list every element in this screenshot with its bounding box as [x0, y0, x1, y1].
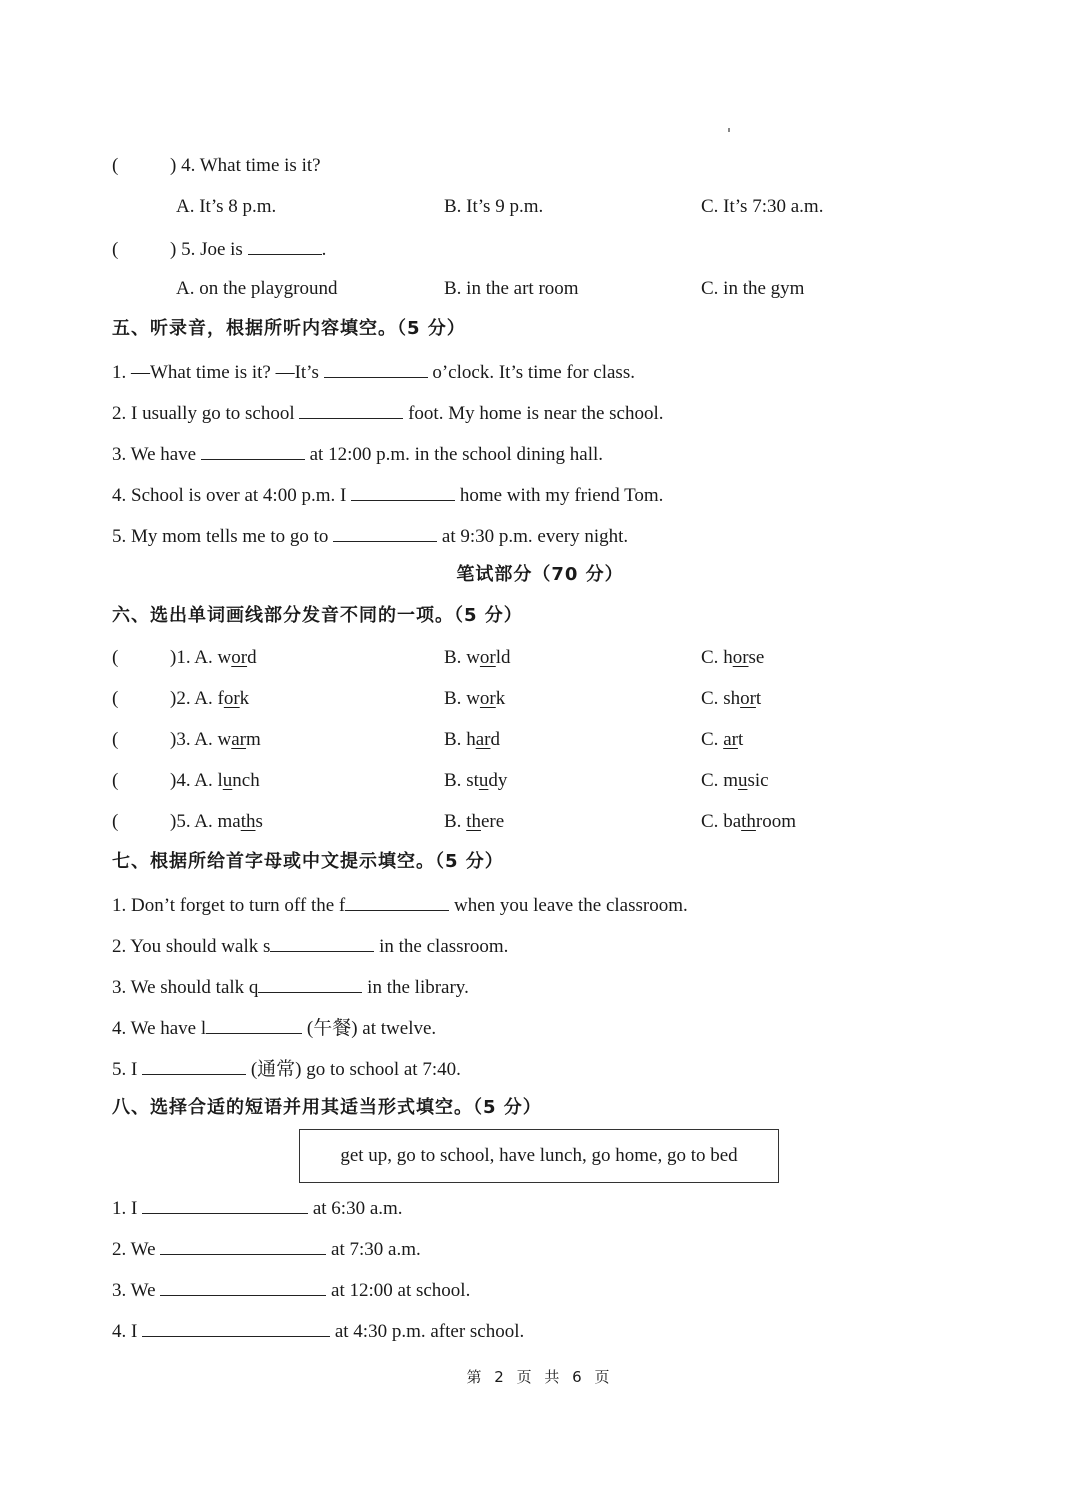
item-text: 1. —What time is it? —It’s [112, 362, 324, 383]
question-5 [112, 236, 326, 262]
answer-paren[interactable]: ( [112, 729, 119, 750]
underlined-part: or [732, 647, 749, 668]
question-text-end: . [321, 239, 327, 260]
option-label: C. [701, 770, 724, 791]
option-label: C. [701, 811, 724, 832]
blank[interactable] [324, 359, 428, 378]
answer-paren[interactable]: ( [112, 688, 119, 709]
option-label: B. [444, 688, 467, 709]
blank[interactable] [142, 1056, 246, 1075]
fill-item [112, 482, 663, 508]
item-number: )3. A. [170, 729, 218, 750]
option-label: C. [701, 729, 724, 750]
word-part: s [255, 811, 263, 832]
item-text: home with my friend Tom. [455, 485, 664, 506]
item-text: 3. We have [112, 444, 201, 465]
item-text: in the classroom. [374, 936, 509, 957]
blank[interactable] [333, 523, 437, 542]
question-text: ) 4. What time is it? [170, 155, 321, 176]
item-text: 3. We [112, 1280, 161, 1301]
item-number: )2. A. [170, 688, 218, 709]
fill-item [112, 523, 628, 549]
item-text: 5. I [112, 1059, 143, 1080]
answer-paren[interactable]: ( [112, 811, 119, 832]
written-part-title: 笔试部分（70 分） [456, 564, 624, 585]
blank[interactable] [142, 1195, 308, 1214]
item-text: 4. We have l [112, 1018, 207, 1039]
word-part: st [466, 770, 479, 791]
question-4 [112, 154, 321, 178]
word-part: m [246, 729, 261, 750]
option-b: B. in the art room [444, 278, 579, 299]
fill-item [112, 441, 603, 467]
underlined-part: or [231, 647, 248, 668]
item-text: 4. I [112, 1321, 143, 1342]
word-part: l [217, 770, 223, 791]
word-part: w [217, 647, 232, 668]
underlined-part: u [222, 770, 233, 791]
word-part: k [239, 688, 250, 709]
word-part: t [737, 729, 744, 750]
section-8-heading: 八、选择合适的短语并用其适当形式填空。（5 分） [112, 1097, 542, 1118]
fill-item [112, 1277, 470, 1303]
word-part: nch [232, 770, 260, 791]
option-a: A. It’s 8 p.m. [176, 196, 277, 217]
section-7-heading: 七、根据所给首字母或中文提示填空。（5 分） [112, 851, 504, 872]
item-text: at 9:30 p.m. every night. [437, 526, 629, 547]
item-text: 1. I [112, 1198, 143, 1219]
word-part: k [495, 688, 506, 709]
blank[interactable] [142, 1318, 330, 1337]
item-text: foot. My home is near the school. [403, 403, 664, 424]
option-b [444, 646, 511, 670]
word-part: w [217, 729, 232, 750]
word-part: dy [488, 770, 508, 791]
item-number: )1. A. [170, 647, 218, 668]
item-text: 2. We [112, 1239, 161, 1260]
blank[interactable] [351, 482, 455, 501]
underlined-part: or [479, 688, 496, 709]
item-text: at 7:30 a.m. [326, 1239, 421, 1260]
blank[interactable] [160, 1277, 326, 1296]
option-c [701, 687, 761, 711]
underlined-part: th [741, 811, 756, 832]
word-part: ld [495, 647, 511, 668]
item-text: at 6:30 a.m. [308, 1198, 403, 1219]
answer-paren[interactable]: ( [112, 155, 119, 176]
blank[interactable] [345, 892, 449, 911]
option-c [701, 646, 764, 670]
answer-paren[interactable]: ( [112, 770, 119, 791]
underlined-part: u [737, 770, 748, 791]
underlined-part: th [466, 811, 481, 832]
phonics-item [112, 769, 260, 793]
word-part: d [247, 647, 257, 668]
fill-item [112, 1318, 524, 1344]
fill-item [112, 1056, 461, 1082]
word-part: sh [723, 688, 741, 709]
answer-paren[interactable]: ( [112, 239, 119, 260]
word-part: se [748, 647, 765, 668]
phrase-box: get up, go to school, have lunch, go home, go to bed [299, 1129, 779, 1183]
fill-item [112, 974, 469, 1000]
option-label: B. [444, 647, 467, 668]
item-text: 5. My mom tells me to go to [112, 526, 334, 547]
option-b [444, 810, 504, 834]
word-part: w [466, 647, 480, 668]
option-c [701, 769, 769, 793]
item-text: at 4:30 p.m. after school. [330, 1321, 525, 1342]
option-b [444, 687, 505, 711]
option-b [444, 728, 500, 752]
option-label: B. [444, 811, 467, 832]
option-c: C. in the gym [701, 278, 805, 299]
blank[interactable] [201, 441, 305, 460]
option-a: A. on the playground [176, 278, 338, 299]
word-part: sic [747, 770, 769, 791]
word-part: t [755, 688, 762, 709]
option-b: B. It’s 9 p.m. [444, 196, 544, 217]
option-label: C. [701, 688, 724, 709]
option-label: B. [444, 770, 467, 791]
word-part: room [755, 811, 797, 832]
option-c [701, 810, 796, 834]
item-text: (通常) go to school at 7:40. [246, 1059, 461, 1080]
underlined-part: ar [723, 729, 738, 750]
section-5-heading: 五、听录音，根据所听内容填空。（5 分） [112, 318, 466, 339]
item-text: o’clock. It’s time for class. [427, 362, 635, 383]
blank[interactable] [299, 400, 403, 419]
option-label: C. [701, 647, 724, 668]
question-text: ) 5. Joe is [170, 239, 248, 260]
option-b [444, 769, 507, 793]
word-part: m [723, 770, 738, 791]
page-number: 第 2 页 共 6 页 [466, 1368, 614, 1386]
underlined-part: ar [475, 729, 491, 750]
word-part: ba [723, 811, 742, 832]
section-6-heading: 六、选出单词画线部分发音不同的一项。（5 分） [112, 605, 523, 626]
item-number: )4. A. [170, 770, 218, 791]
word-part: f [217, 688, 224, 709]
word-part: w [466, 688, 480, 709]
option-c: C. It’s 7:30 a.m. [701, 196, 824, 217]
underlined-part: or [223, 688, 240, 709]
option-label: B. [444, 729, 467, 750]
word-part: d [490, 729, 500, 750]
fill-item [112, 400, 664, 426]
word-part: h [466, 729, 476, 750]
option-c [701, 728, 743, 752]
blank[interactable] [248, 236, 322, 255]
item-text: 4. School is over at 4:00 p.m. I [112, 485, 352, 506]
scan-mark [728, 128, 730, 132]
item-text: at 12:00 p.m. in the school dining hall. [304, 444, 604, 465]
fill-item [112, 1236, 421, 1262]
underlined-part: u [478, 770, 489, 791]
item-text: 2. You should walk s [112, 936, 271, 957]
fill-item [112, 892, 688, 918]
underlined-part: th [240, 811, 256, 832]
blank[interactable] [206, 1015, 302, 1034]
underlined-part: ar [231, 729, 246, 750]
fill-item [112, 1195, 403, 1221]
fill-item [112, 359, 635, 385]
word-part: ere [480, 811, 505, 832]
phonics-item [112, 728, 261, 752]
phonics-item [112, 810, 263, 834]
phonics-item [112, 646, 257, 670]
item-text: in the library. [362, 977, 469, 998]
blank[interactable] [270, 933, 374, 952]
underlined-part: or [479, 647, 496, 668]
blank[interactable] [160, 1236, 326, 1255]
word-part: h [723, 647, 733, 668]
underlined-part: or [740, 688, 756, 709]
item-text: at 12:00 at school. [326, 1280, 471, 1301]
fill-item [112, 933, 508, 959]
phonics-item [112, 687, 249, 711]
item-text: when you leave the classroom. [449, 895, 688, 916]
item-number: )5. A. [170, 811, 218, 832]
item-text: 1. Don’t forget to turn off the f [112, 895, 346, 916]
fill-item [112, 1015, 436, 1041]
item-text: (午餐) at twelve. [302, 1018, 437, 1039]
item-text: 2. I usually go to school [112, 403, 300, 424]
word-part: ma [217, 811, 241, 832]
item-text: 3. We should talk q [112, 977, 259, 998]
answer-paren[interactable]: ( [112, 647, 119, 668]
blank[interactable] [258, 974, 362, 993]
